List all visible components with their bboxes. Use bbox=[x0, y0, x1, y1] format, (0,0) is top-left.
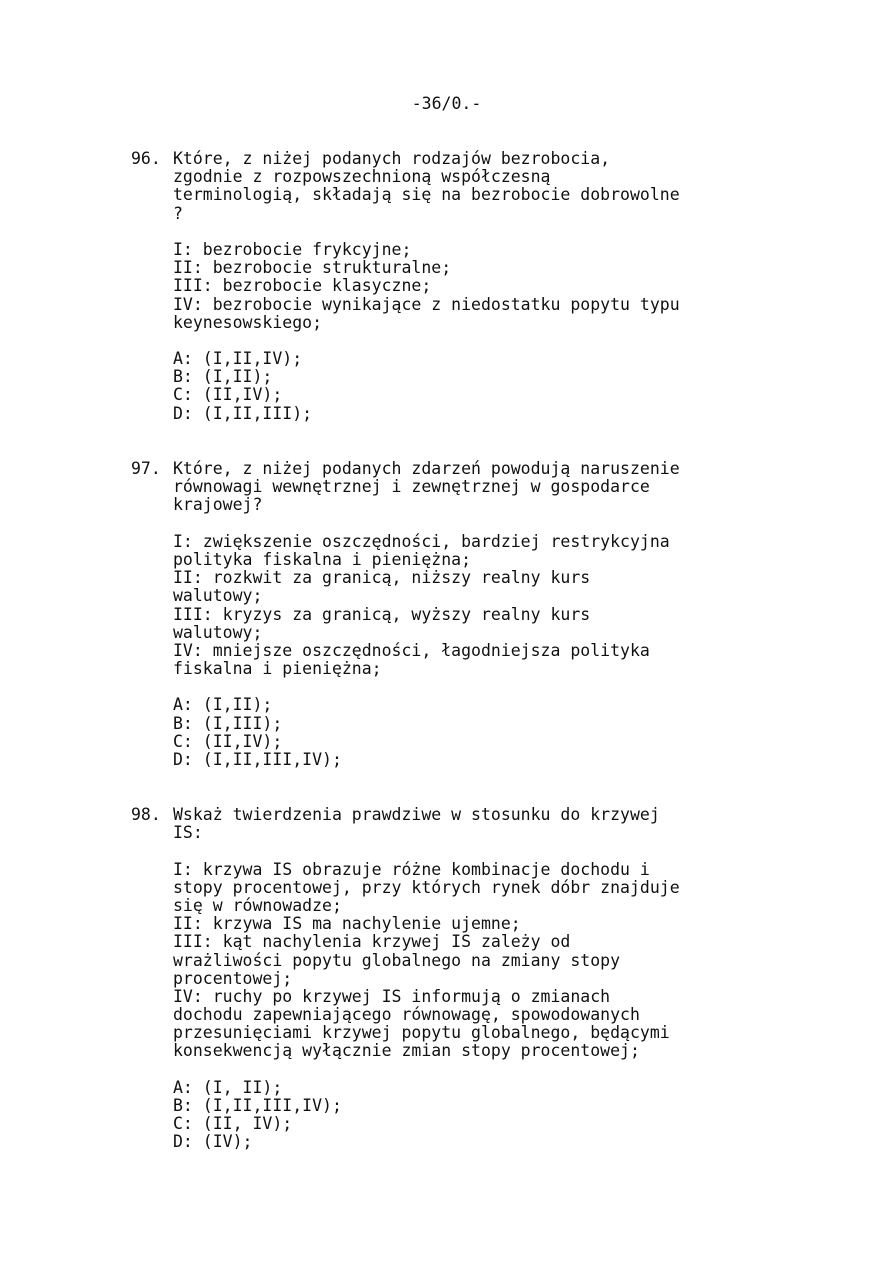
statement-line: II: rozkwit za granicą, niższy realny kurs bbox=[173, 568, 591, 588]
statement-line: III: bezrobocie klasyczne; bbox=[173, 276, 432, 296]
statement-line: I: bezrobocie frykcyjne; bbox=[173, 239, 412, 259]
answer-option: B: (I,II); bbox=[173, 367, 273, 387]
spacer bbox=[173, 515, 813, 533]
spacer bbox=[173, 1061, 813, 1079]
statement-line: IV: bezrobocie wynikające z niedostatku popytu typu bbox=[173, 294, 680, 314]
statement-line: IV: mniejsze oszczędności, łagodniejsza polityka bbox=[173, 640, 650, 660]
question-prompt-line: zgodnie z rozpowszechnioną współczesną bbox=[173, 167, 551, 187]
answer-option: B: (I,III); bbox=[173, 713, 283, 733]
answer-option: D: (I,II,III,IV); bbox=[173, 750, 342, 769]
statement-line: procentowej; bbox=[173, 968, 293, 988]
question-prompt-line: Wskaż twierdzenia prawdziwe w stosunku do krzywej bbox=[173, 805, 660, 824]
answer-option: A: (I,II); bbox=[173, 695, 273, 715]
spacer bbox=[173, 842, 813, 860]
statement-line: walutowy; bbox=[173, 622, 263, 642]
statement-line: walutowy; bbox=[173, 586, 263, 606]
statement-line: się w równowadze; bbox=[173, 895, 342, 915]
spacer bbox=[173, 223, 813, 241]
statement-line: stopy procentowej, przy których rynek dóbr znajduje bbox=[173, 877, 680, 897]
answer-option: C: (II, IV); bbox=[173, 1114, 293, 1134]
statement-line: fiskalna i pieniężna; bbox=[173, 659, 382, 679]
question-body bbox=[173, 150, 813, 423]
answer-option: C: (II,IV); bbox=[173, 731, 283, 751]
answer-option: A: (I, II); bbox=[173, 1077, 283, 1097]
answer-option: D: (IV); bbox=[173, 1132, 253, 1152]
statement-line: I: krzywa IS obrazuje różne kombinacje dochodu i bbox=[173, 859, 650, 879]
question-number: 96. bbox=[131, 149, 161, 168]
question-prompt-line: ? bbox=[173, 203, 183, 223]
statement-line: polityka fiskalna i pieniężna; bbox=[173, 549, 472, 569]
question-number: 97. bbox=[131, 459, 161, 478]
statement-line: II: bezrobocie strukturalne; bbox=[173, 258, 452, 278]
answer-option: B: (I,II,III,IV); bbox=[173, 1096, 342, 1115]
question-prompt-line: Które, z niżej podanych rodzajów bezrobocia, bbox=[173, 149, 611, 168]
spacer bbox=[173, 332, 813, 350]
question-prompt-line: Które, z niżej podanych zdarzeń powodują naruszenie bbox=[173, 459, 680, 478]
statement-line: II: krzywa IS ma nachylenie ujemne; bbox=[173, 914, 521, 934]
statement-line: III: kąt nachylenia krzywej IS zależy od bbox=[173, 932, 571, 952]
question-prompt-line: terminologią, składają się na bezrobocie dobrowolne bbox=[173, 185, 680, 205]
spacer bbox=[173, 678, 813, 696]
answer-option: C: (II,IV); bbox=[173, 385, 283, 405]
question-prompt-line: IS: bbox=[173, 823, 203, 843]
statement-line: IV: ruchy po krzywej IS informują o zmianach bbox=[173, 986, 611, 1006]
answer-option: D: (I,II,III); bbox=[173, 403, 313, 423]
statement-line: konsekwencją wyłącznie zmian stopy procentowej; bbox=[173, 1041, 640, 1061]
statement-line: I: zwiększenie oszczędności, bardziej restrykcyjna bbox=[173, 531, 670, 551]
question-prompt-line: równowagi wewnętrznej i zewnętrznej w gospodarce bbox=[173, 477, 650, 497]
statement-line: keynesowskiego; bbox=[173, 312, 323, 332]
page-number: -36/0.- bbox=[411, 94, 482, 113]
question-body bbox=[173, 806, 813, 1152]
statement-line: wrażliwości popytu globalnego na zmiany stopy bbox=[173, 950, 621, 970]
question-body bbox=[173, 460, 813, 769]
statement-line: przesunięciami krzywej popytu globalnego, będącymi bbox=[173, 1023, 670, 1043]
question-number: 98. bbox=[131, 805, 161, 824]
question-prompt-line: krajowej? bbox=[173, 495, 263, 515]
statement-line: III: kryzys za granicą, wyższy realny kurs bbox=[173, 604, 591, 624]
answer-option: A: (I,II,IV); bbox=[173, 349, 303, 369]
statement-line: dochodu zapewniającego równowagę, spowodowanych bbox=[173, 1005, 640, 1025]
